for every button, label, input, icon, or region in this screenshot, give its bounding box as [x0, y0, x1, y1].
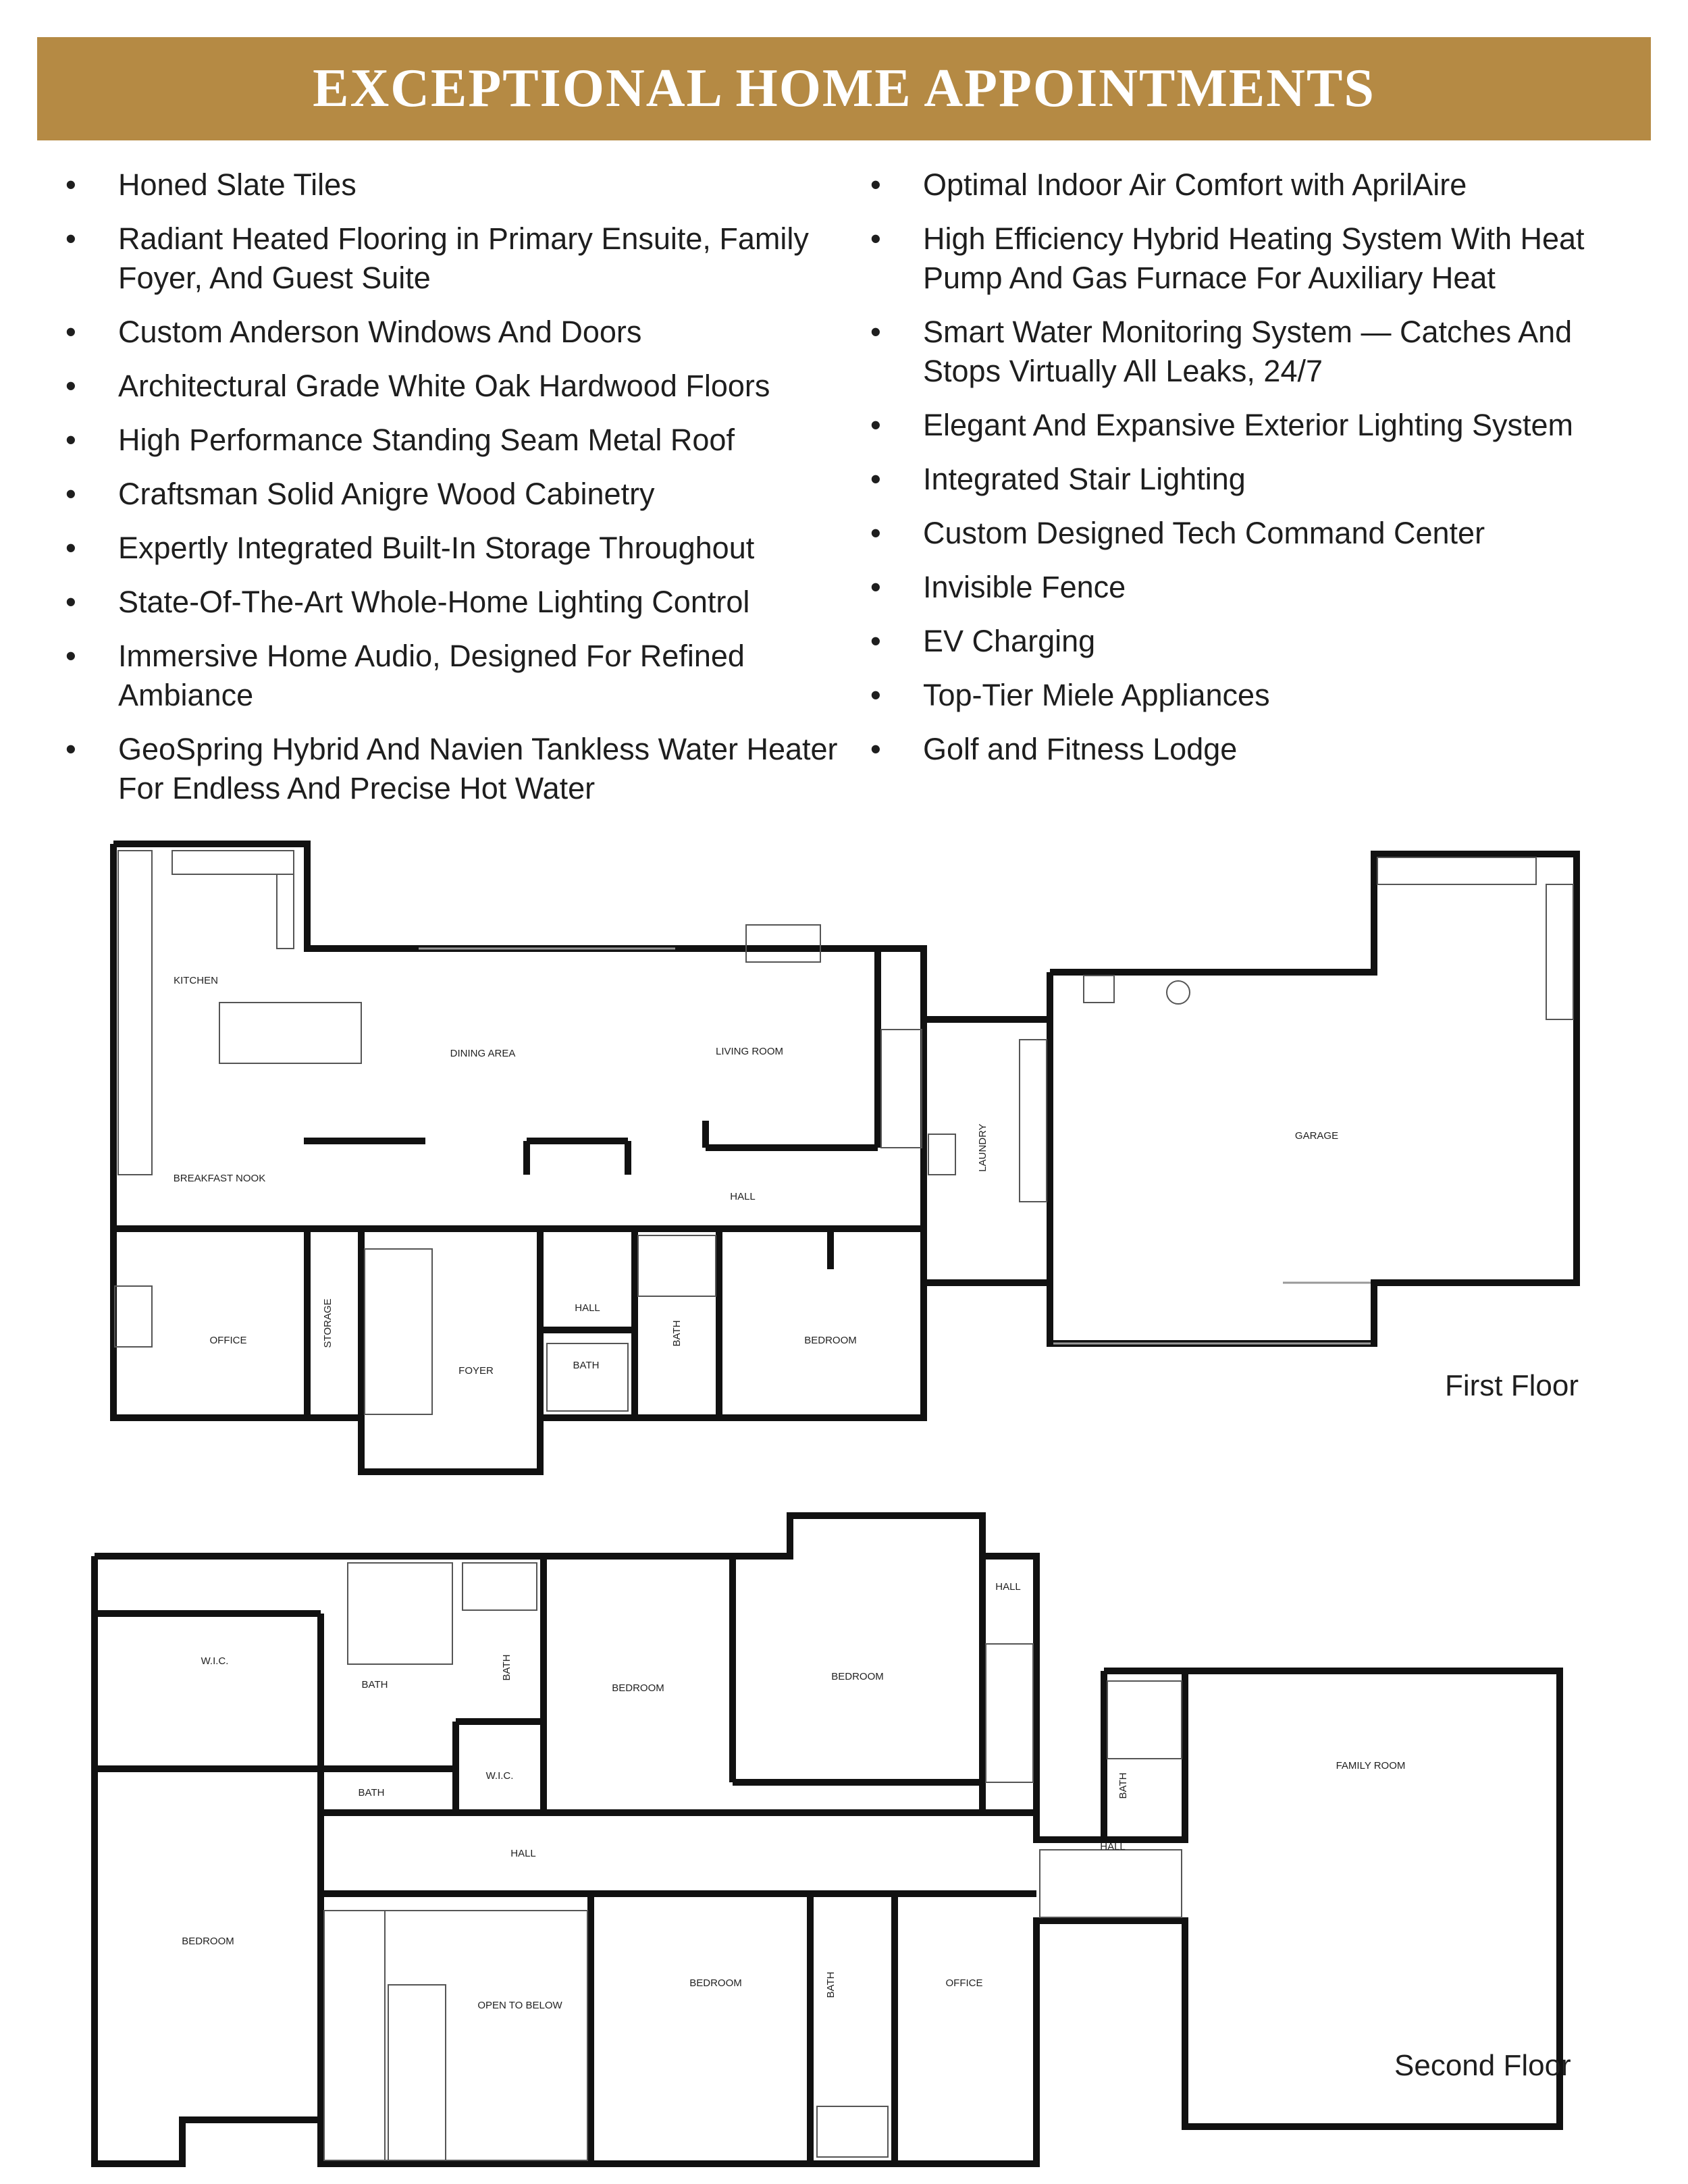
bullet-icon: • [65, 369, 76, 403]
room-label: BATH [501, 1654, 512, 1681]
feature-item: • Architectural Grade White Oak Hardwood Floors [64, 367, 841, 406]
first-floor-label: First Floor [1445, 1369, 1579, 1402]
room-label: OFFICE [945, 1977, 983, 1989]
second-floor-label: Second Floor [1394, 2049, 1571, 2082]
feature-item: • High Efficiency Hybrid Heating System With Heat Pump And Gas Furnace For Auxiliary Heat [869, 219, 1652, 298]
room-label: KITCHEN [174, 975, 218, 986]
bullet-icon: • [870, 167, 881, 202]
bullet-icon: • [65, 221, 76, 256]
room-label: BATH [361, 1679, 388, 1690]
kitchen-island [219, 1003, 361, 1063]
counter [118, 851, 152, 1175]
room-label: OPEN TO BELOW [477, 2000, 562, 2011]
room-label: HALL [575, 1302, 600, 1314]
room-label: BATH [1117, 1772, 1129, 1799]
wall [113, 844, 924, 1188]
shower [348, 1563, 452, 1664]
room-label: HALL [995, 1581, 1021, 1593]
bullet-icon: • [65, 423, 76, 457]
bullet-icon: • [65, 639, 76, 673]
room-label: BATH [825, 1971, 837, 1998]
feature-item: • Top-Tier Miele Appliances [869, 676, 1652, 715]
feature-item: • Optimal Indoor Air Comfort with AprilAire [869, 165, 1652, 205]
room-label: HALL [1100, 1841, 1126, 1853]
feature-item: • Elegant And Expansive Exterior Lighting System [869, 406, 1652, 445]
room-label: BEDROOM [182, 1936, 234, 1947]
room-label: LAUNDRY [977, 1123, 988, 1172]
feature-item: • Radiant Heated Flooring in Primary Ensuite, Family Foyer, And Guest Suite [64, 219, 841, 298]
bullet-icon: • [870, 732, 881, 766]
wall [1050, 854, 1577, 1343]
bullet-icon: • [870, 221, 881, 256]
fireplace [746, 925, 820, 962]
bullet-icon: • [65, 315, 76, 349]
bullet-icon: • [65, 477, 76, 511]
bullet-icon: • [870, 516, 881, 550]
features-list-left [64, 165, 841, 823]
bullet-icon: • [65, 167, 76, 202]
feature-item: • Custom Designed Tech Command Center [869, 514, 1652, 553]
room-label: W.I.C. [485, 1770, 514, 1782]
room-label: W.I.C. [201, 1655, 229, 1667]
feature-item: • EV Charging [869, 622, 1652, 661]
bullet-icon: • [870, 570, 881, 604]
room-label: OFFICE [209, 1335, 247, 1346]
page-title: EXCEPTIONAL HOME APPOINTMENTS [313, 59, 1375, 118]
bullet-icon: • [870, 315, 881, 349]
feature-item: • Integrated Stair Lighting [869, 460, 1652, 499]
feature-item: • GeoSpring Hybrid And Navien Tankless Water Heater For Endless And Precise Hot Water [64, 730, 841, 808]
room-label: HALL [730, 1191, 756, 1202]
room-label: FAMILY ROOM [1336, 1760, 1406, 1772]
room-label: BREAKFAST NOOK [173, 1173, 266, 1184]
bullet-icon: • [65, 585, 76, 619]
room-label: FOYER [458, 1365, 494, 1377]
header-banner [37, 37, 1651, 140]
feature-item: • High Performance Standing Seam Metal Roof [64, 421, 841, 460]
feature-item: • Immersive Home Audio, Designed For Refined Ambiance [64, 637, 841, 715]
room-label: BEDROOM [689, 1977, 742, 1989]
room-label: BEDROOM [612, 1682, 664, 1694]
room-label: GARAGE [1294, 1130, 1339, 1142]
bullet-icon: • [65, 531, 76, 565]
room-label: BEDROOM [804, 1335, 857, 1346]
first-floor-plan [0, 830, 1688, 1492]
room-label: BATH [573, 1360, 600, 1371]
stairs [986, 1644, 1033, 1782]
tub [463, 1563, 537, 1610]
bullet-icon: • [870, 462, 881, 496]
feature-item: • Honed Slate Tiles [64, 165, 841, 205]
feature-item: • Custom Anderson Windows And Doors [64, 313, 841, 352]
feature-item: • Expertly Integrated Built-In Storage Throughout [64, 529, 841, 568]
room-label: BATH [358, 1787, 385, 1799]
feature-item: • Smart Water Monitoring System — Catches And Stops Virtually All Leaks, 24/7 [869, 313, 1652, 391]
first-floor-drawing [0, 830, 1688, 1492]
wall [113, 844, 924, 1472]
features-list-right [869, 165, 1652, 784]
bullet-icon: • [870, 678, 881, 712]
room-label: BEDROOM [831, 1671, 884, 1682]
bullet-icon: • [870, 624, 881, 658]
room-label: LIVING ROOM [715, 1046, 784, 1057]
feature-item: • Invisible Fence [869, 568, 1652, 607]
room-label: BATH [671, 1320, 683, 1347]
bullet-icon: • [870, 408, 881, 442]
bullet-icon: • [65, 732, 76, 766]
feature-item: • Craftsman Solid Anigre Wood Cabinetry [64, 475, 841, 514]
stairs [881, 1030, 922, 1148]
feature-item: • Golf and Fitness Lodge [869, 730, 1652, 769]
room-label: STORAGE [322, 1298, 334, 1348]
room-label: HALL [510, 1848, 536, 1859]
room-label: DINING AREA [450, 1048, 516, 1059]
feature-item: • State-Of-The-Art Whole-Home Lighting Control [64, 583, 841, 622]
